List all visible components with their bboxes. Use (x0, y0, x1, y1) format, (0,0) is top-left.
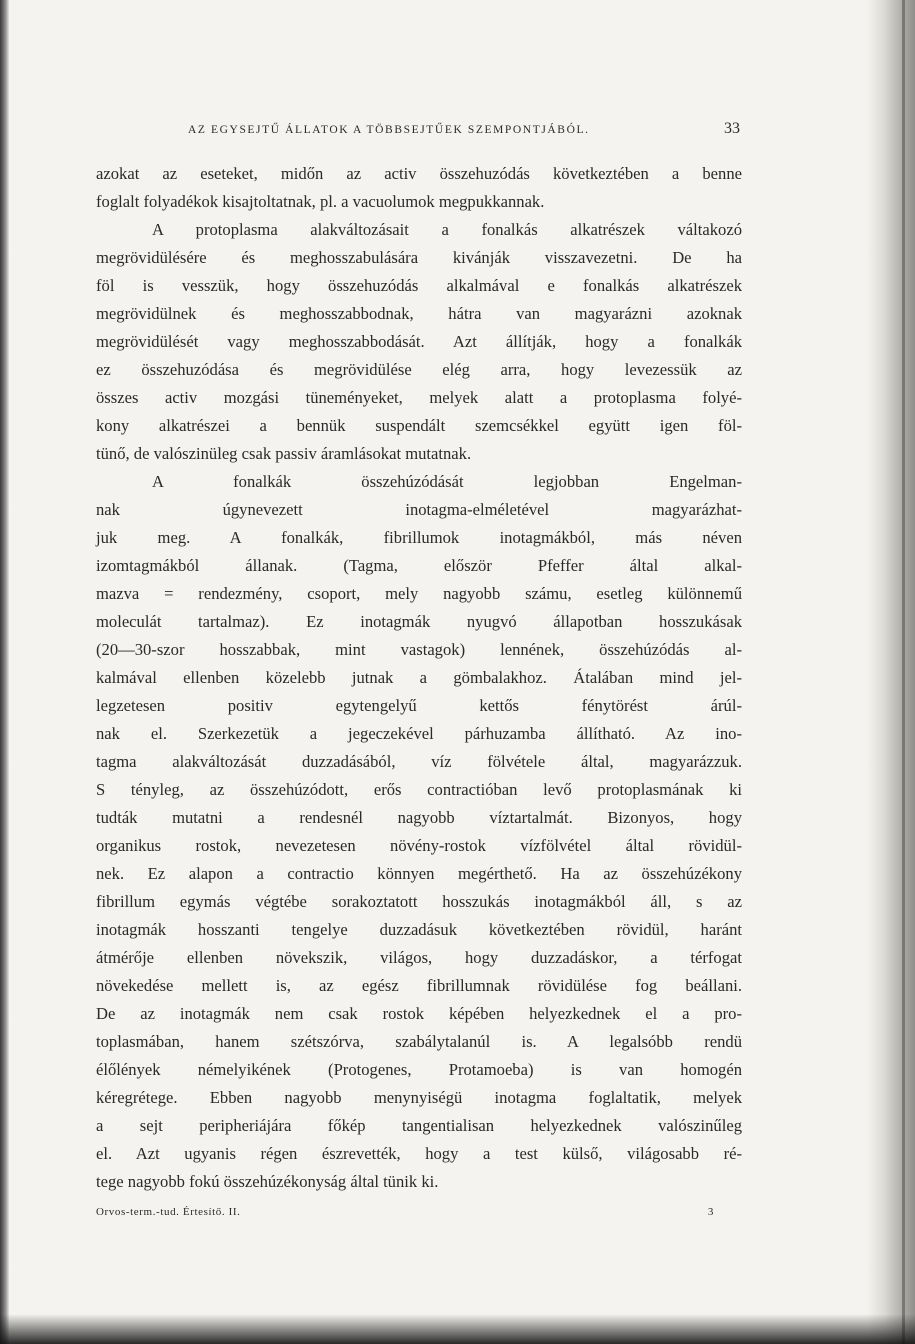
text-line: mazva = rendezmény, csoport, mely nagyobb számu, esetleg különnemű (96, 584, 742, 603)
text-line: el. Azt ugyanis régen észrevették, hogy a test külső, világosabb ré- (96, 1144, 742, 1163)
body-text (96, 160, 742, 1196)
text-line: nek. Ez alapon a contractio könnyen megérthető. Ha az összehúzékony (96, 864, 742, 883)
text-line: megrövidülésére és meghosszabulására kivánják visszavezetni. De ha (96, 248, 742, 267)
running-head (96, 120, 742, 142)
text-line: ez összehuzódása és megrövidülése elég arra, hogy levezessük az (96, 360, 742, 379)
text-line: organikus rostok, nevezetesen növény-rostok vízfölvétel által rövidül- (96, 836, 742, 855)
text-line: kéregrétege. Ebben nagyobb menynyiségü inotagma foglaltatik, melyek (96, 1088, 742, 1107)
text-line: föl is vesszük, hogy összehuzódás alkalmával e fonalkás alkatrészek (96, 276, 742, 295)
text-line: De az inotagmák nem csak rostok képében helyezkednek el a pro- (96, 1004, 742, 1023)
text-line: átmérője ellenben növekszik, világos, hogy duzzadáskor, a térfogat (96, 948, 742, 967)
text-line: megrövidülését vagy meghosszabbodását. Azt állítják, hogy a fonalkák (96, 332, 742, 351)
page-number: 33 (724, 120, 740, 137)
text-line: tünő, de valószinüleg csak passiv áramlásokat mutatnak. (96, 444, 472, 463)
scan-bottom-edge (0, 1314, 915, 1344)
text-line: S tényleg, az összehúzódott, erős contractióban levő protoplasmának ki (96, 780, 742, 799)
text-line: (20—30-szor hosszabbak, mint vastagok) lennének, összehúzódás al- (96, 640, 742, 659)
footer-signature-mark: 3 (707, 1206, 714, 1218)
text-line: inotagmák hosszanti tengelye duzzadásuk következtében rövidül, haránt (96, 920, 742, 939)
text-line: kony alkatrészei a bennük suspendált szemcsékkel együtt igen föl- (96, 416, 742, 435)
scan-left-edge (0, 0, 9, 1344)
text-line: legzetesen positiv egytengelyű kettős fénytörést árúl- (96, 696, 742, 715)
scan-right-edge (867, 0, 915, 1344)
text-line: tege nagyobb fokú összehúzékonyság által tünik ki. (96, 1172, 439, 1191)
text-line: élőlények némelyikének (Protogenes, Protamoeba) is van homogén (96, 1060, 742, 1079)
text-line: nak úgynevezett inotagma-elméletével magyarázhat- (96, 500, 742, 519)
text-line: A fonalkák összehúzódását legjobban Engelman- (152, 472, 742, 491)
text-line: összes activ mozgási tüneményeket, melyek alatt a protoplasma folyé- (96, 388, 742, 407)
text-line: fibrillum egymás végtébe sorakoztatott hosszukás inotagmákból áll, s az (96, 892, 742, 911)
text-line: moleculát tartalmaz). Ez inotagmák nyugvó állapotban hosszukásak (96, 612, 742, 631)
text-line: toplasmában, hanem szétszórva, szabálytalanúl is. A legalsóbb rendü (96, 1032, 742, 1051)
text-line: tagma alakváltozását duzzadásából, víz fölvétele által, magyarázzuk. (96, 752, 742, 771)
text-line: kalmával ellenben közelebb jutnak a gömbalakhoz. Átalában mind jel- (96, 668, 742, 687)
text-line: izomtagmákból állanak. (Tagma, először Pfeffer által alkal- (96, 556, 742, 575)
text-line: a sejt peripheriájára főkép tangentialisan helyezkednek valószinűleg (96, 1116, 742, 1135)
text-line: nak el. Szerkezetük a jegeczekével párhuzamba állítható. Az ino- (96, 724, 742, 743)
footer-source: Orvos-term.-tud. Értesítő. II. (96, 1206, 241, 1218)
text-line: megrövidülnek és meghosszabbodnak, hátra van magyarázni azoknak (96, 304, 742, 323)
text-line: azokat az eseteket, midőn az activ összehuzódás következtében a benne (96, 164, 742, 183)
text-line: A protoplasma alakváltozásait a fonalkás alkatrészek váltakozó (152, 220, 742, 239)
book-page (96, 120, 742, 1218)
text-line: juk meg. A fonalkák, fibrillumok inotagmákból, más néven (96, 528, 742, 547)
text-line: növekedése mellett is, az egész fibrillumnak rövidülése fog beállani. (96, 976, 742, 995)
text-line: tudták mutatni a rendesnél nagyobb víztartalmát. Bizonyos, hogy (96, 808, 742, 827)
text-line: foglalt folyadékok kisajtoltatnak, pl. a vacuolumok megpukkannak. (96, 192, 545, 211)
page-footer (96, 1206, 742, 1218)
running-title: AZ EGYSEJTŰ ÁLLATOK A TÖBBSEJTŰEK SZEMPONTJÁBÓL. (188, 124, 590, 136)
